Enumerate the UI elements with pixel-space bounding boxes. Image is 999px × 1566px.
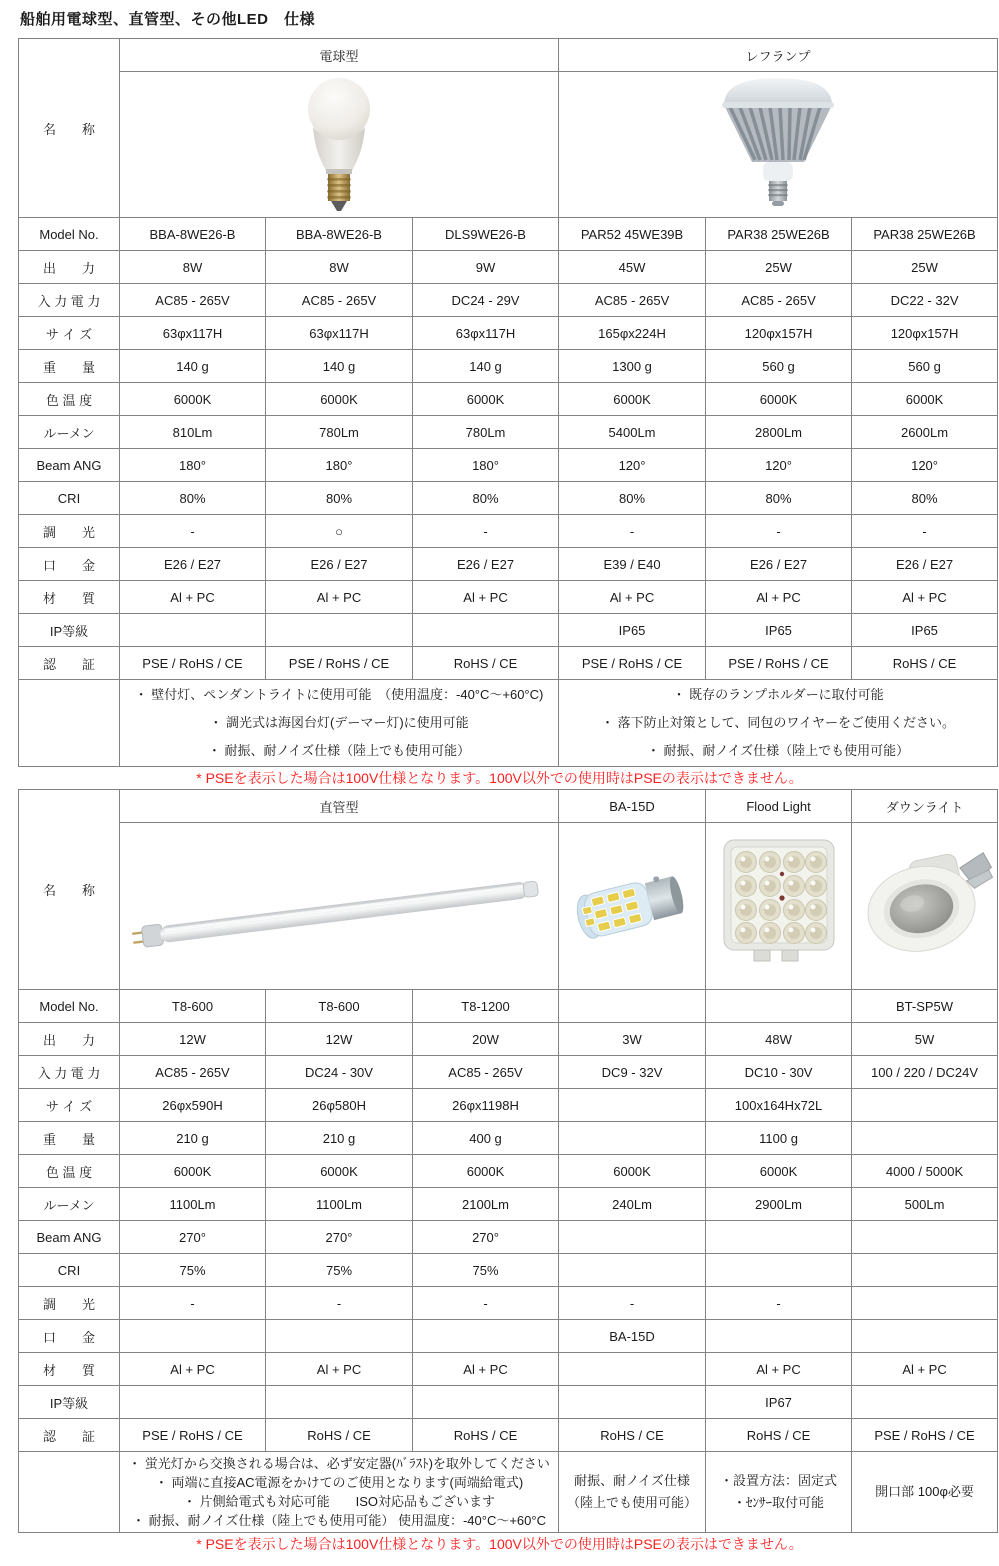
spec-cell: Al + PC — [120, 581, 266, 614]
spec-row-label: ルーメン — [19, 416, 120, 449]
spec-cell — [413, 1386, 559, 1419]
spec-cell: - — [413, 515, 559, 548]
spec-cell: 2600Lm — [852, 416, 998, 449]
spec-row — [19, 1155, 998, 1188]
spec-cell — [706, 1320, 852, 1353]
spec-cell — [559, 1386, 706, 1419]
spec-cell: PAR38 25WE26B — [852, 218, 998, 251]
notes-label-cell — [19, 1452, 120, 1533]
spec-cell: IP65 — [706, 614, 852, 647]
note-line: ・ 耐振、耐ノイズ仕様（陸上でも使用可能） 使用温度：-40°C～+60°C — [132, 1513, 546, 1528]
spec-cell — [120, 1320, 266, 1353]
spec-cell: 120φx157H — [852, 317, 998, 350]
spec-cell: 1300 g — [559, 350, 706, 383]
name-header-cell: 名 称 — [19, 790, 120, 990]
spec-cell: - — [413, 1287, 559, 1320]
note-line: 耐振、耐ノイズ仕様 — [574, 1473, 690, 1488]
spec-cell: 180° — [266, 449, 413, 482]
spec-cell: 120° — [559, 449, 706, 482]
spec-cell: 6000K — [266, 1155, 413, 1188]
note-line: ・ 耐振、耐ノイズ仕様（陸上でも使用可能） — [646, 743, 910, 758]
spec-cell: 240Lm — [559, 1188, 706, 1221]
spec-cell: 5400Lm — [559, 416, 706, 449]
spec-cell — [852, 1122, 998, 1155]
spec-cell: Al + PC — [413, 1353, 559, 1386]
spec-cell: 75% — [120, 1254, 266, 1287]
spec-cell: 6000K — [706, 1155, 852, 1188]
spec-row — [19, 1122, 998, 1155]
led-bulb-photo — [294, 72, 384, 217]
spec-cell: PSE / RoHS / CE — [120, 647, 266, 680]
spec-cell: 8W — [120, 251, 266, 284]
spec-cell: T8-600 — [120, 990, 266, 1023]
spec-row — [19, 1320, 998, 1353]
spec-row-label: 出 力 — [19, 251, 120, 284]
spec-row-label: Model No. — [19, 990, 120, 1023]
spec-row-label: 調 光 — [19, 1287, 120, 1320]
spec-row-label: 口 金 — [19, 1320, 120, 1353]
spec-row — [19, 1254, 998, 1287]
spec-cell: 100x164Hx72L — [706, 1089, 852, 1122]
spec-row — [19, 449, 998, 482]
spec-row-label: IP等級 — [19, 1386, 120, 1419]
spec-row-label: 認 証 — [19, 1419, 120, 1452]
spec-cell: 6000K — [706, 383, 852, 416]
spec-cell: 25W — [706, 251, 852, 284]
spec-cell: DC24 - 29V — [413, 284, 559, 317]
spec-row-label: 材 質 — [19, 1353, 120, 1386]
ba15d-photo-cell — [559, 823, 706, 990]
spec-cell: Al + PC — [559, 581, 706, 614]
spec-cell: 80% — [413, 482, 559, 515]
spec-cell: - — [706, 515, 852, 548]
spec-row — [19, 1023, 998, 1056]
spec-row — [19, 1386, 998, 1419]
spec-row-label: CRI — [19, 482, 120, 515]
notes-row — [19, 1452, 998, 1533]
ba15d-bulb-photo — [562, 856, 702, 956]
spec-cell — [120, 614, 266, 647]
spec-cell: - — [706, 1287, 852, 1320]
spec-cell — [559, 1254, 706, 1287]
reflector-lamp-photo — [708, 72, 848, 217]
spec-cell: E26 / E27 — [266, 548, 413, 581]
spec-cell: DLS9WE26-B — [413, 218, 559, 251]
spec-row — [19, 317, 998, 350]
spec-cell: PSE / RoHS / CE — [706, 647, 852, 680]
spec-cell: E26 / E27 — [706, 548, 852, 581]
spec-cell: T8-600 — [266, 990, 413, 1023]
spec-cell: E26 / E27 — [413, 548, 559, 581]
image-row — [19, 72, 998, 218]
spec-row-label: 認 証 — [19, 647, 120, 680]
spec-cell: 80% — [706, 482, 852, 515]
spec-cell: 180° — [413, 449, 559, 482]
spec-cell: 6000K — [120, 1155, 266, 1188]
spec-cell — [266, 1386, 413, 1419]
spec-cell: 26φx1198H — [413, 1089, 559, 1122]
spec-cell — [706, 1254, 852, 1287]
note-line: （陸上でも使用可能） — [567, 1495, 698, 1510]
spec-row-label: 口 金 — [19, 548, 120, 581]
spec-row-label: 出 力 — [19, 1023, 120, 1056]
spec-cell — [559, 990, 706, 1023]
page-title: 船舶用電球型、直管型、その他LED 仕様 — [20, 11, 316, 28]
note-line: ・ 両端に直接AC電源をかけてのご使用となります(両端給電式) — [154, 1475, 524, 1490]
spec-row-label: Model No. — [19, 218, 120, 251]
group-header-ba15d: BA-15D — [559, 790, 706, 823]
spec-cell: 100 / 220 / DC24V — [852, 1056, 998, 1089]
spec-cell: 6000K — [559, 383, 706, 416]
tube-spec-table — [18, 789, 998, 1533]
reflector-notes-cell — [559, 680, 998, 767]
spec-cell: AC85 - 265V — [559, 284, 706, 317]
spec-row — [19, 1056, 998, 1089]
spec-cell: 2800Lm — [706, 416, 852, 449]
spec-row — [19, 251, 998, 284]
spec-row — [19, 1287, 998, 1320]
spec-cell: BBA-8WE26-B — [120, 218, 266, 251]
spec-row-label: サ イ ズ — [19, 1089, 120, 1122]
spec-cell: 560 g — [852, 350, 998, 383]
note-line: ・設置方法：固定式 — [720, 1473, 838, 1488]
spec-cell: 180° — [120, 449, 266, 482]
spec-cell: PAR38 25WE26B — [706, 218, 852, 251]
spec-cell: 63φx117H — [266, 317, 413, 350]
spec-cell — [706, 1221, 852, 1254]
spec-cell: Al + PC — [266, 1353, 413, 1386]
spec-cell — [852, 1221, 998, 1254]
spec-cell: DC9 - 32V — [559, 1056, 706, 1089]
spec-cell: DC10 - 30V — [706, 1056, 852, 1089]
spec-row-label: 入 力 電 力 — [19, 1056, 120, 1089]
spec-cell: 20W — [413, 1023, 559, 1056]
spec-cell: 120φx157H — [706, 317, 852, 350]
spec-row-label: 材 質 — [19, 581, 120, 614]
tube-photo-cell — [120, 823, 559, 990]
spec-cell: 80% — [266, 482, 413, 515]
spec-cell — [120, 1386, 266, 1419]
note-line: ・ 壁付灯、ペンダントライトに使用可能 （使用温度：-40°C～+60°C) — [134, 687, 544, 702]
spec-cell: 2900Lm — [706, 1188, 852, 1221]
tube-notes-cell — [120, 1452, 559, 1533]
spec-cell — [413, 1320, 559, 1353]
spec-cell: 270° — [413, 1221, 559, 1254]
bulb-photo-cell — [120, 72, 559, 218]
spec-cell: 26φx590H — [120, 1089, 266, 1122]
spec-cell — [266, 614, 413, 647]
group-header-row — [19, 39, 998, 72]
spec-cell: 5W — [852, 1023, 998, 1056]
spec-row-label: CRI — [19, 1254, 120, 1287]
spec-cell: 500Lm — [852, 1188, 998, 1221]
bulb-spec-table — [18, 38, 998, 767]
spec-cell: RoHS / CE — [706, 1419, 852, 1452]
spec-cell: 48W — [706, 1023, 852, 1056]
spec-cell: 80% — [852, 482, 998, 515]
spec-row — [19, 581, 998, 614]
spec-cell — [413, 614, 559, 647]
spec-row — [19, 482, 998, 515]
flood-notes-cell — [706, 1452, 852, 1533]
spec-cell: AC85 - 265V — [120, 1056, 266, 1089]
spec-row-label: ルーメン — [19, 1188, 120, 1221]
spec-cell: 63φx117H — [413, 317, 559, 350]
spec-cell: 6000K — [852, 383, 998, 416]
spec-cell: 780Lm — [266, 416, 413, 449]
group-header-flood-light: Flood Light — [706, 790, 852, 823]
spec-cell: PSE / RoHS / CE — [559, 647, 706, 680]
note-line: ・ 蛍光灯から交換される場合は、必ず安定器(ﾊﾞﾗｽﾄ)を取外してください — [128, 1456, 550, 1471]
spec-row — [19, 647, 998, 680]
spec-cell: 9W — [413, 251, 559, 284]
spec-row-label: Beam ANG — [19, 449, 120, 482]
spec-cell: 75% — [266, 1254, 413, 1287]
note-line: 開口部 100φ必要 — [875, 1484, 974, 1499]
spec-cell: BT-SP5W — [852, 990, 998, 1023]
spec-cell: 8W — [266, 251, 413, 284]
spec-cell: 6000K — [559, 1155, 706, 1188]
spec-cell: E39 / E40 — [559, 548, 706, 581]
spec-cell: PAR52 45WE39B — [559, 218, 706, 251]
spec-cell — [706, 990, 852, 1023]
spec-cell: IP65 — [559, 614, 706, 647]
image-row — [19, 823, 998, 990]
note-line: ・ 調光式は海図台灯(デーマー灯)に使用可能 — [209, 715, 469, 730]
note-line: ・ｾﾝｻｰ取付可能 — [733, 1495, 825, 1510]
note-line: ・ 既存のランプホルダーに取付可能 — [672, 687, 884, 702]
spec-cell: 6000K — [266, 383, 413, 416]
spec-row-label: サ イ ズ — [19, 317, 120, 350]
reflector-lamp-photo-cell — [559, 72, 998, 218]
downlight-photo-cell — [852, 823, 998, 990]
spec-cell: 400 g — [413, 1122, 559, 1155]
spec-cell: AC85 - 265V — [266, 284, 413, 317]
spec-cell: PSE / RoHS / CE — [120, 1419, 266, 1452]
spec-row — [19, 383, 998, 416]
downlight-photo — [855, 846, 998, 966]
group-header-reflector-lamp: レフランプ — [559, 39, 998, 72]
spec-cell: AC85 - 265V — [706, 284, 852, 317]
spec-cell: 210 g — [266, 1122, 413, 1155]
spec-cell: 6000K — [413, 1155, 559, 1188]
spec-cell: 270° — [120, 1221, 266, 1254]
spec-cell: PSE / RoHS / CE — [852, 1419, 998, 1452]
tube-lamp-photo — [123, 823, 559, 989]
spec-row — [19, 1353, 998, 1386]
spec-cell — [852, 1254, 998, 1287]
spec-cell: 80% — [120, 482, 266, 515]
spec-cell: IP67 — [706, 1386, 852, 1419]
spec-cell: 6000K — [413, 383, 559, 416]
spec-cell — [559, 1221, 706, 1254]
spec-cell — [852, 1386, 998, 1419]
spec-cell — [266, 1320, 413, 1353]
spec-cell: Al + PC — [852, 581, 998, 614]
spec-cell: - — [852, 515, 998, 548]
spec-row — [19, 350, 998, 383]
spec-cell — [559, 1353, 706, 1386]
spec-row — [19, 1089, 998, 1122]
spec-cell: AC85 - 265V — [120, 284, 266, 317]
pse-warning-1: * PSEを表示した場合は100V仕様となります。100V以外での使用時はPSEの表示はできません。 — [196, 770, 803, 786]
spec-cell: 45W — [559, 251, 706, 284]
spec-row — [19, 548, 998, 581]
spec-cell: 3W — [559, 1023, 706, 1056]
downlight-notes-cell — [852, 1452, 998, 1533]
spec-row — [19, 1221, 998, 1254]
spec-row-label: 重 量 — [19, 350, 120, 383]
spec-cell: Al + PC — [266, 581, 413, 614]
group-header-tube-type: 直管型 — [120, 790, 559, 823]
spec-cell: 140 g — [120, 350, 266, 383]
spec-row — [19, 515, 998, 548]
spec-row-label: 入 力 電 力 — [19, 284, 120, 317]
spec-cell: PSE / RoHS / CE — [266, 647, 413, 680]
notes-label-cell — [19, 680, 120, 767]
spec-cell: - — [120, 515, 266, 548]
spec-cell: Al + PC — [120, 1353, 266, 1386]
spec-cell: 1100Lm — [266, 1188, 413, 1221]
spec-cell: T8-1200 — [413, 990, 559, 1023]
spec-row — [19, 284, 998, 317]
spec-cell: ○ — [266, 515, 413, 548]
flood-light-photo — [716, 836, 842, 976]
spec-cell: 25W — [852, 251, 998, 284]
spec-cell: Al + PC — [706, 1353, 852, 1386]
spec-row-label: 色 温 度 — [19, 383, 120, 416]
spec-cell: RoHS / CE — [559, 1419, 706, 1452]
spec-cell: 210 g — [120, 1122, 266, 1155]
spec-cell: 75% — [413, 1254, 559, 1287]
notes-row — [19, 680, 998, 767]
spec-cell: - — [559, 515, 706, 548]
spec-cell — [559, 1089, 706, 1122]
spec-cell: 6000K — [120, 383, 266, 416]
spec-cell: 1100 g — [706, 1122, 852, 1155]
spec-cell: 810Lm — [120, 416, 266, 449]
spec-cell: 63φx117H — [120, 317, 266, 350]
spec-cell: 120° — [852, 449, 998, 482]
spec-cell — [852, 1320, 998, 1353]
spec-cell: 120° — [706, 449, 852, 482]
spec-cell: RoHS / CE — [266, 1419, 413, 1452]
spec-cell: RoHS / CE — [413, 647, 559, 680]
spec-cell: 780Lm — [413, 416, 559, 449]
group-header-row — [19, 790, 998, 823]
spec-row-label: IP等級 — [19, 614, 120, 647]
spec-cell: Al + PC — [706, 581, 852, 614]
spec-cell: Al + PC — [413, 581, 559, 614]
spec-cell: BBA-8WE26-B — [266, 218, 413, 251]
spec-cell: - — [266, 1287, 413, 1320]
spec-row — [19, 1188, 998, 1221]
spec-row — [19, 1419, 998, 1452]
spec-row-label: Beam ANG — [19, 1221, 120, 1254]
spec-cell: 12W — [266, 1023, 413, 1056]
spec-row — [19, 614, 998, 647]
spec-row-label: 調 光 — [19, 515, 120, 548]
spec-cell: DC22 - 32V — [852, 284, 998, 317]
spec-cell: 4000 / 5000K — [852, 1155, 998, 1188]
spec-cell: Al + PC — [852, 1353, 998, 1386]
spec-cell: 140 g — [266, 350, 413, 383]
spec-row — [19, 990, 998, 1023]
spec-cell — [852, 1287, 998, 1320]
spec-row-label: 重 量 — [19, 1122, 120, 1155]
spec-cell: 80% — [559, 482, 706, 515]
pse-warning-2: * PSEを表示した場合は100V仕様となります。100V以外での使用時はPSEの表示はできません。 — [196, 1536, 803, 1552]
note-line: ・ 片側給電式も対応可能 ISO対応品もございます — [183, 1494, 496, 1509]
spec-cell: E26 / E27 — [120, 548, 266, 581]
spec-cell: RoHS / CE — [413, 1419, 559, 1452]
spec-row — [19, 416, 998, 449]
spec-cell: BA-15D — [559, 1320, 706, 1353]
note-line: ・ 落下防止対策として、同包のワイヤーをご使用ください。 — [601, 715, 956, 730]
spec-cell: 165φx224H — [559, 317, 706, 350]
spec-row-label: 色 温 度 — [19, 1155, 120, 1188]
spec-cell: 26φ580H — [266, 1089, 413, 1122]
spec-cell: 270° — [266, 1221, 413, 1254]
name-header-cell: 名 称 — [19, 39, 120, 218]
spec-cell: 12W — [120, 1023, 266, 1056]
group-header-downlight: ダウンライト — [852, 790, 998, 823]
spec-row — [19, 218, 998, 251]
ba15d-notes-cell — [559, 1452, 706, 1533]
spec-cell: 2100Lm — [413, 1188, 559, 1221]
spec-cell: E26 / E27 — [852, 548, 998, 581]
spec-cell — [559, 1122, 706, 1155]
group-header-bulb-type: 電球型 — [120, 39, 559, 72]
spec-cell: DC24 - 30V — [266, 1056, 413, 1089]
spec-cell: IP65 — [852, 614, 998, 647]
spec-cell: 560 g — [706, 350, 852, 383]
spec-cell: 140 g — [413, 350, 559, 383]
spec-cell: 1100Lm — [120, 1188, 266, 1221]
spec-cell — [852, 1089, 998, 1122]
bulb-notes-cell — [120, 680, 559, 767]
flood-light-photo-cell — [706, 823, 852, 990]
note-line: ・ 耐振、耐ノイズ仕様（陸上でも使用可能） — [207, 743, 471, 758]
spec-cell: RoHS / CE — [852, 647, 998, 680]
spec-cell: - — [559, 1287, 706, 1320]
spec-cell: AC85 - 265V — [413, 1056, 559, 1089]
spec-cell: - — [120, 1287, 266, 1320]
